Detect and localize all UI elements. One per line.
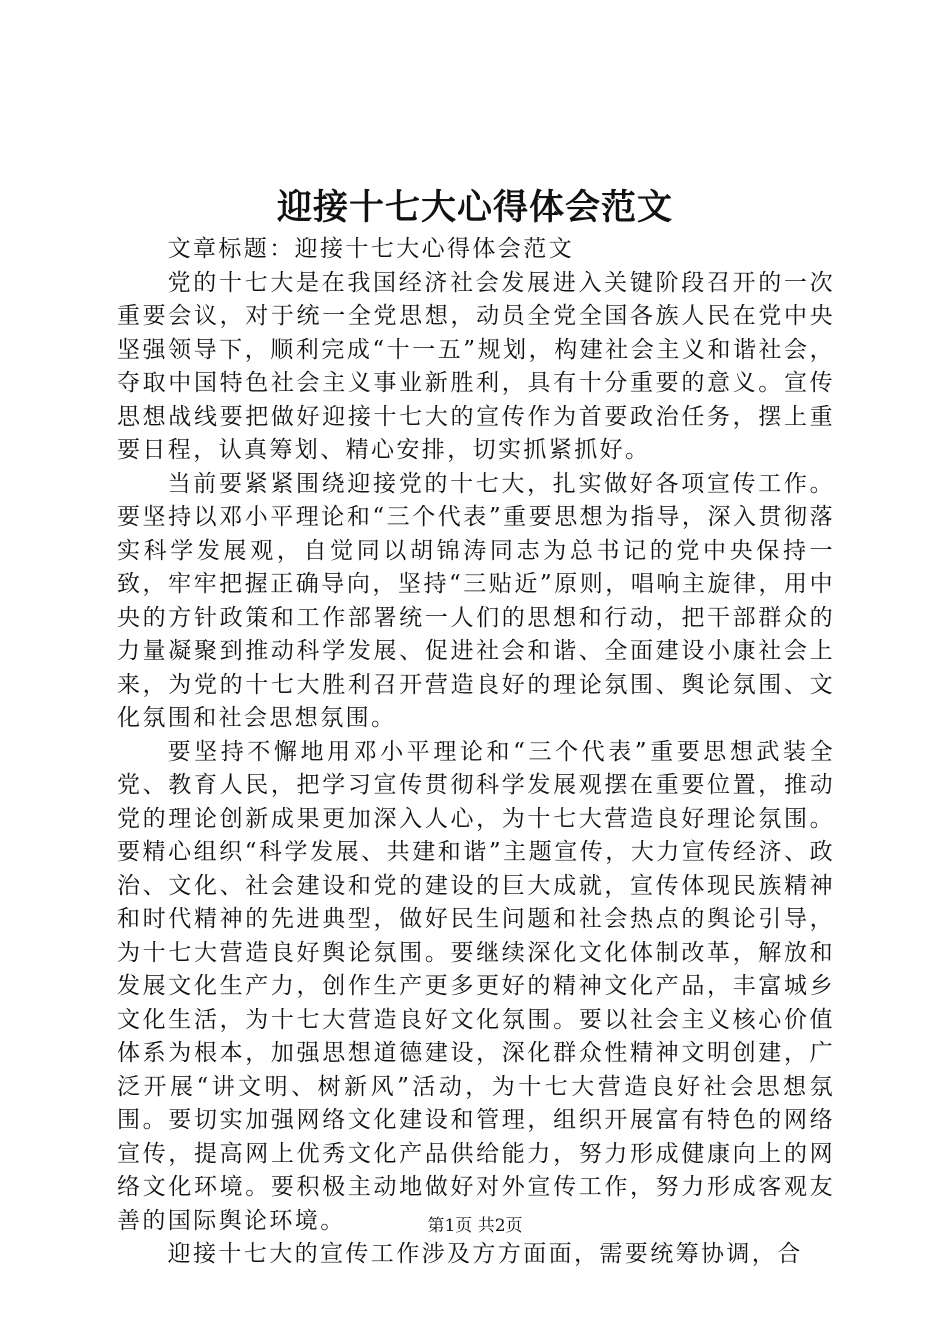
- paragraph: 党的十七大是在我国经济社会发展进入关键阶段召开的一次重要会议，对于统一全党思想，动员全党全国各族人民在党中央坚强领导下，顺利完成“十一五”规划，构建社会主义和谐社会，夺取中国特色社会主义事业新胜利，具有十分重要的意义。宣传思想战线要把做好迎接十七大的宣传作为首要政治任务，摆上重要日程，认真筹划、精心安排，切实抓紧抓好。: [117, 269, 835, 463]
- paragraph: 迎接十七大的宣传工作涉及方方面面，需要统筹协调，合: [167, 1241, 803, 1267]
- paragraph: 要坚持不懈地用邓小平理论和“三个代表”重要思想武装全党、教育人民，把学习宣传贯彻科学发展观摆在重要位置，推动党的理论创新成果更加深入人心，为十七大营造良好理论氛围。要精心组织“科学发展、共建和谐”主题宣传，大力宣传经济、政治、文化、社会建设和党的建设的巨大成就，宣传体现民族精神和时代精神的先进典型，做好民生问题和社会热点的舆论引导，为十七大营造良好舆论氛围。要继续深化文化体制改革，解放和发展文化生产力，创作生产更多更好的精神文化产品，丰富城乡文化生活，为十七大营造良好文化氛围。要以社会主义核心价值体系为根本，加强思想道德建设，深化群众性精神文明创建，广泛开展“讲文明、树新风”活动，为十七大营造良好社会思想氛围。要切实加强网络文化建设和管理，组织开展富有特色的网络宣传，提高网上优秀文化产品供给能力，努力形成健康向上的网络文化环境。要积极主动地做好对外宣传工作，努力形成客观友善的国际舆论环境。: [117, 738, 835, 1234]
- page-number-footer: 第1页 共2页: [427, 1216, 523, 1236]
- article-title-line: 文章标题：迎接十七大心得体会范文: [167, 236, 574, 262]
- document-title: 迎接十七大心得体会范文: [276, 187, 673, 228]
- document-body: [117, 233, 835, 1272]
- paragraph: 当前要紧紧围绕迎接党的十七大，扎实做好各项宣传工作。要坚持以邓小平理论和“三个代表”重要思想为指导，深入贯彻落实科学发展观，自觉同以胡锦涛同志为总书记的党中央保持一致，牢牢把握正确导向，坚持“三贴近”原则，唱响主旋律，用中央的方针政策和工作部署统一人们的思想和行动，把干部群众的力量凝聚到推动科学发展、促进社会和谐、全面建设小康社会上来，为党的十七大胜利召开营造良好的理论氛围、舆论氛围、文化氛围和社会思想氛围。: [117, 470, 835, 731]
